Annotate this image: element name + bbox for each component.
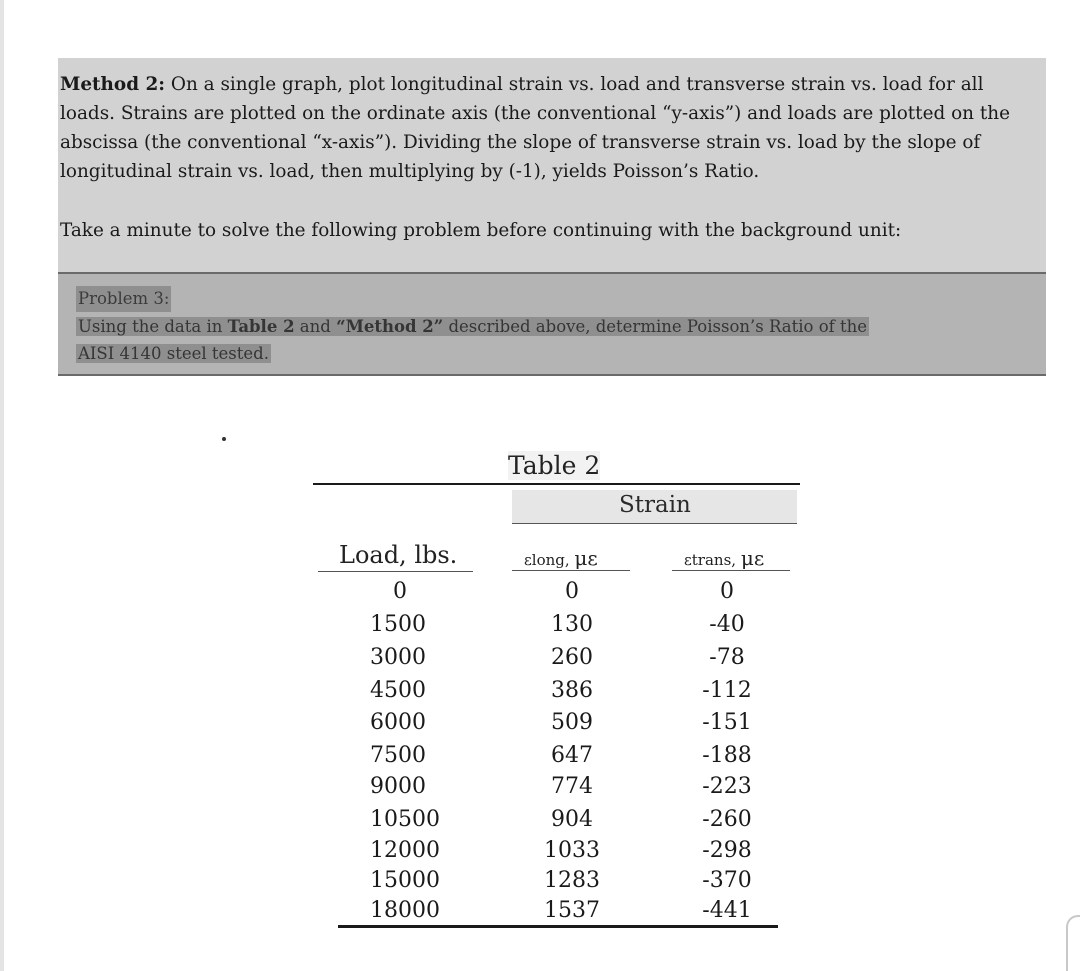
page-edge xyxy=(0,0,4,971)
table-cell-elong: 1537 xyxy=(544,898,600,923)
table-title: Table 2 xyxy=(508,451,601,480)
table-cell-load: 7500 xyxy=(370,743,426,768)
trans-unit: με xyxy=(740,546,765,570)
method-2-label: Method 2: xyxy=(60,74,166,95)
table-cell-load: 12000 xyxy=(370,838,440,863)
problem-title: Problem 3: xyxy=(76,286,171,312)
header-underline-elong xyxy=(512,570,630,571)
problem-text-part2: and xyxy=(294,317,337,336)
table-cell-elong: 260 xyxy=(551,645,593,670)
elong-column-header xyxy=(524,546,598,570)
table-cell-load: 18000 xyxy=(370,898,440,923)
table-cell-load: 15000 xyxy=(370,868,440,893)
table-cell-load: 1500 xyxy=(370,612,426,637)
method-2-paragraph xyxy=(60,70,1042,186)
trans-column-header xyxy=(684,546,764,570)
header-underline-trans xyxy=(672,570,790,571)
table-cell-trans: -78 xyxy=(709,645,745,670)
table-cell-trans: 0 xyxy=(720,579,734,604)
trans-symbol: εtrans, xyxy=(684,551,737,569)
strain-underline xyxy=(512,523,797,524)
problem-table-ref: Table 2 xyxy=(227,317,295,336)
elong-symbol: εlong, xyxy=(524,551,570,569)
table-cell-elong: 904 xyxy=(551,807,593,832)
elong-unit: με xyxy=(574,546,598,570)
strain-group-header: Strain xyxy=(619,492,691,518)
problem-text-line2: AISI 4140 steel tested. xyxy=(78,344,269,363)
table-top-rule xyxy=(313,483,800,485)
table-cell-elong: 0 xyxy=(565,579,579,604)
corner-bracket xyxy=(1066,915,1080,971)
table-cell-load: 3000 xyxy=(370,645,426,670)
problem-text-part3: described above, determine Poisson’s Ratio of the xyxy=(443,317,868,336)
load-column-header: Load, lbs. xyxy=(339,541,458,569)
table-cell-trans: -370 xyxy=(702,868,752,893)
problem-method-ref: “Method 2” xyxy=(336,317,444,336)
table-cell-elong: 130 xyxy=(551,612,593,637)
table-cell-elong: 1283 xyxy=(544,868,600,893)
table-cell-trans: -40 xyxy=(709,612,745,637)
table-cell-trans: -151 xyxy=(702,710,752,735)
table-bottom-rule xyxy=(338,925,778,928)
table-cell-load: 0 xyxy=(393,579,407,604)
table-cell-load: 9000 xyxy=(370,774,426,799)
table-cell-elong: 386 xyxy=(551,678,593,703)
table-cell-elong: 509 xyxy=(551,710,593,735)
table-cell-load: 6000 xyxy=(370,710,426,735)
method-2-body: On a single graph, plot longitudinal strain vs. load and transverse strain vs. load for all loads. Strains are plotted on the ordinate axis (the conventional “y-axis”) and loads are plotted on the abscissa (the conventional “x-axis”). Dividing the slope of transverse strain vs. load by the slope of longitudinal strain vs. load, then multiplying by (-1), yields Poisson’s Ratio. xyxy=(60,74,1010,182)
table-cell-trans: -223 xyxy=(702,774,752,799)
problem-text xyxy=(76,313,1006,367)
table-cell-load: 10500 xyxy=(370,807,440,832)
instruction-text: Take a minute to solve the following problem before continuing with the background unit: xyxy=(60,220,902,241)
table-cell-trans: -188 xyxy=(702,743,752,768)
table-cell-trans: -260 xyxy=(702,807,752,832)
table-cell-trans: -112 xyxy=(702,678,752,703)
table-cell-trans: -441 xyxy=(702,898,752,923)
table-cell-elong: 774 xyxy=(551,774,593,799)
table-cell-load: 4500 xyxy=(370,678,426,703)
table-cell-elong: 647 xyxy=(551,743,593,768)
header-underline-load xyxy=(318,571,473,572)
table-cell-elong: 1033 xyxy=(544,838,600,863)
stray-dot xyxy=(222,437,226,441)
table-cell-trans: -298 xyxy=(702,838,752,863)
problem-text-part1: Using the data in xyxy=(78,317,228,336)
